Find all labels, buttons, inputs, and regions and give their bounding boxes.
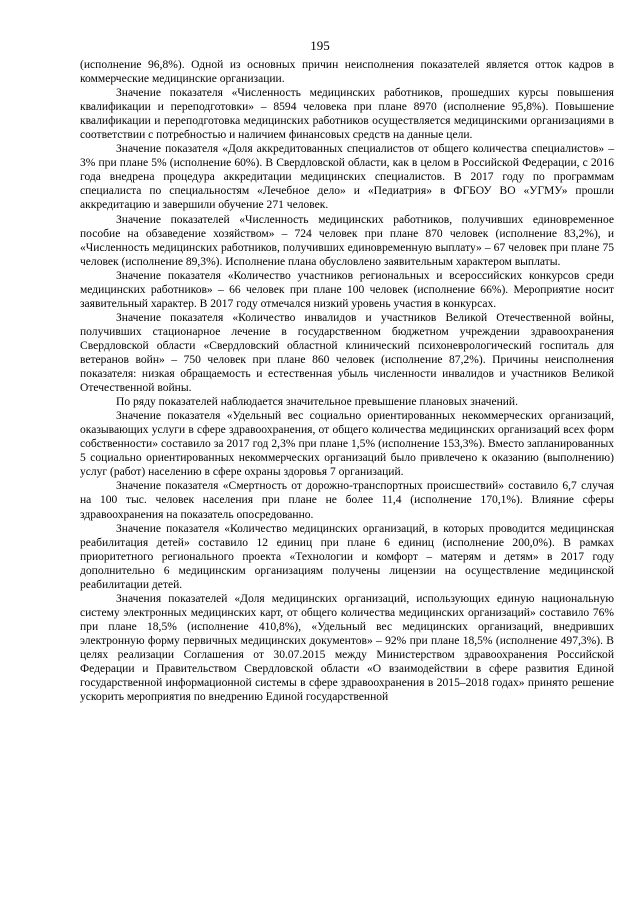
paragraph-veterans: Значение показателя «Количество инвалидов и участников Великой Отечественной войны, получивших стационарное лечение в государственном бюджетном учреждении здравоохранения Свердловской области «Свердловский областной клинический психоневрологический госпиталь для ветеранов войн» – 750 человек при плане 860 человек (исполнение 87,2%). Причины неисполнения показателя: низкая обращаемость и естественная убыль численности инвалидов и участников Великой Отечественной войны. xyxy=(80,311,614,395)
paragraph-electronic-records: Значения показателей «Доля медицинских организаций, использующих единую национальную систему электронных медицинских карт, от общего количества медицинских организаций» составило 76% при плане 18,5% (исполнение 410,8%), «Удельный вес медицинских организаций, внедривших электронную форму первичных медицинских документов» – 92% при плане 18,5% (исполнение 497,3%). В целях реализации Соглашения от 30.07.2015 между Министерством здравоохранения Российской Федерации и Правительством Свердловской области «О взаимодействии в сфере развития Единой государственной информационной системы в сфере здравоохранения в 2015–2018 годах» принято решение ускорить мероприятия по внедрению Единой государственной xyxy=(80,592,614,704)
paragraph-continuation: (исполнение 96,8%). Одной из основных причин неисполнения показателей является отток кадров в коммерческие медицинские организации. xyxy=(80,59,614,86)
paragraph-contests: Значение показателя «Количество участников региональных и всероссийских конкурсов среди медицинских работников» – 66 человек при плане 100 человек (исполнение 66%). Мероприятие носит заявительный характер. В 2017 году отмечался низкий уровень участия в конкурсах. xyxy=(80,269,614,310)
paragraph-overperformance: По ряду показателей наблюдается значительное превышение плановых значений. xyxy=(116,396,518,409)
paragraph-qualification: Значение показателя «Численность медицинских работников, прошедших курсы повышения квалификации и переподготовки» – 8594 человека при плане 8970 (исполнение 95,8%). Повышение квалификации и переподготовка медицинских работников осуществляется медицинскими организациями в соответствии с потребностью и наличием финансовых средств на данные цели. xyxy=(80,87,614,142)
paragraph-nonprofit: Значение показателя «Удельный вес социально ориентированных некоммерческих организаций, оказывающих услуги в сфере здравоохранения, от общего количества медицинских организаций всех форм собственности» составило за 2017 год 2,3% при плане 1,5% (исполнение 153,3%). Вместо запланированных 5 социально ориентированных некоммерческих организаций было привлечено к оказанию (выполнению) услуг (работ) населению в сфере охраны здоровья 7 организаций. xyxy=(80,410,614,479)
page-number: 195 xyxy=(310,38,330,53)
paragraph-rehabilitation: Значение показателя «Количество медицинских организаций, в которых проводится медицинская реабилитация детей» составило 12 единиц при плане 6 единиц (исполнение 200,0%). В рамках приоритетного регионального проекта «Технологии и комфорт – матерям и детям» в 2017 году дополнительно 6 медицинским организациям получены лицензии на осуществление медицинской реабилитации детей. xyxy=(80,522,614,591)
paragraph-allowance: Значение показателей «Численность медицинских работников, получивших единовременное пособие на обзаведение хозяйством» – 724 человек при плане 870 человек (исполнение 83,2%), и «Численность медицинских работников, получивших единовременную выплату» – 67 человек при плане 75 человек (исполнение 89,3%). Исполнение плана обусловлено заявительным характером выплаты. xyxy=(80,213,614,268)
paragraph-road-mortality: Значение показателя «Смертность от дорожно-транспортных происшествий» составило 6,7 случая на 100 тыс. человек населения при плане не более 11,4 (исполнение 170,1%). Влияние сферы здравоохранения на показатель опосредованно. xyxy=(80,480,614,521)
page-body xyxy=(80,58,614,704)
paragraph-accreditation: Значение показателя «Доля аккредитованных специалистов от общего количества специалистов» – 3% при плане 5% (исполнение 60%). В Свердловской области, как в целом в Российской Федерации, с 2016 года внедрена процедура аккредитации медицинских специалистов. В 2017 году по программам специалиста по специальностям «Лечебное дело» и «Педиатрия» в ФГБОУ ВО «УГМУ» прошли аккредитацию и завершили обучение 271 человек. xyxy=(80,143,614,212)
